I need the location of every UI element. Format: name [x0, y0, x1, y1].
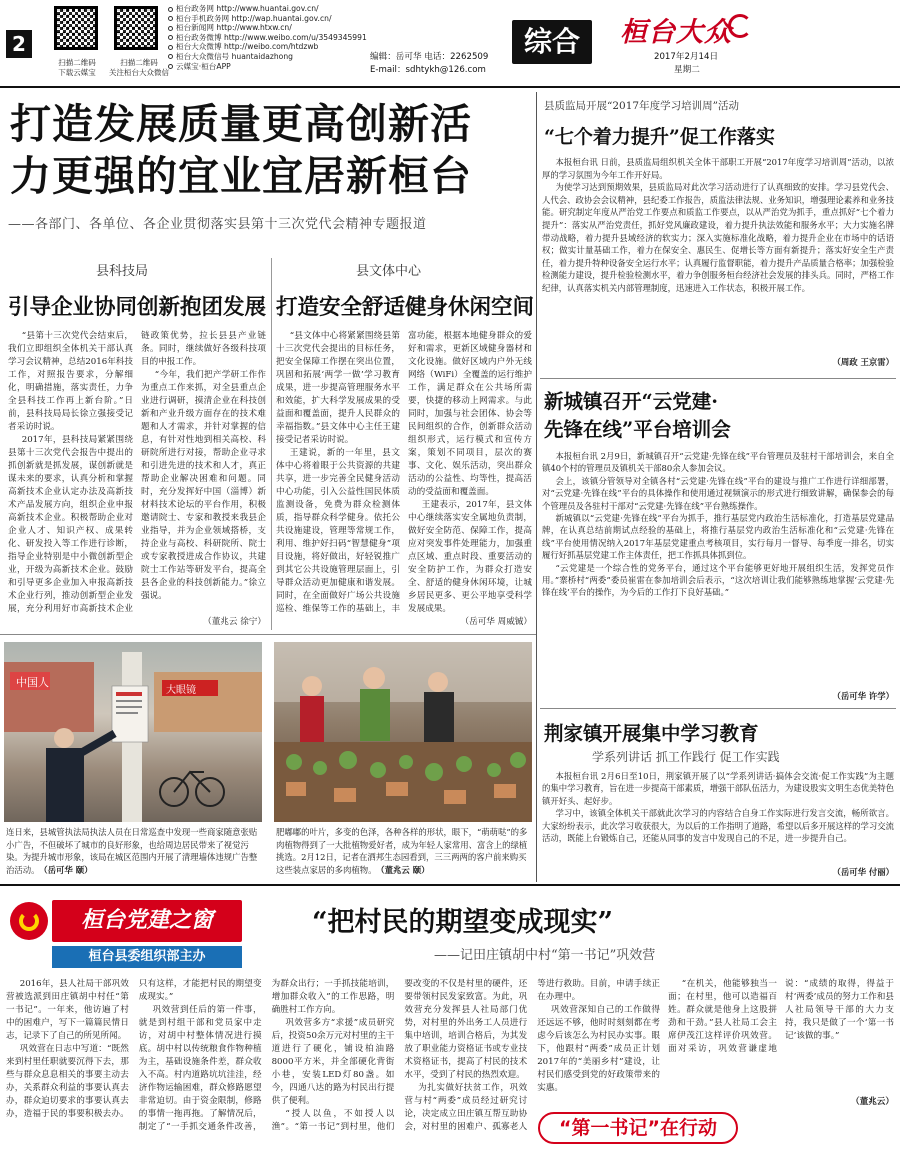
editor-info: 编辑：岳可华 电话：2262509 [370, 52, 489, 62]
main-story-title [10, 98, 530, 202]
left-article-dept: 县科技局 [96, 264, 149, 279]
right-mid-headline [544, 388, 894, 444]
right-top-body: 本报桓台讯 日前，县质监局组织机关全体干部职工开展“2017年度学习培训周”活动，以浓厚的学习氛围为今年工作开好局。 为使学习达到预期效果，县质监局对此次学习活动进行了认真细致的安排。学习县党代会、人代会、政协会会议精神，县纪委工作报告，质监法律法规、业务知识，增强理论素养和业务技能。研究制定年度从严治党工作要点和质监工作要点，以从严治党为抓手，重点抓好“七个着力提升”：落实从严治党责任，抓好党风廉政建设，着力提升执法效能和服务水平；大力实施名牌带动战略，着力提升县域经济的软实力；深入实施标准化战略，着力提升企业在市场中的话语权；做实计量基础工作，着力在保安全、惠民生、促增长等方面有新提升；落实好安全生产责任，着力提升特种设备安全运行水平；认真履行监督职能，着力提升产品质量合格率；加强检验检测能力建设，提升检验检测水平，着力争创服务桓台经济社会发展的排头兵。同时，严格工作纪律，认真落实机关内部管理制度，迅速进入工作状态，积极开展工作。 [542, 157, 894, 293]
right-low-byline: （岳可华 付丽） [832, 867, 894, 877]
link-item[interactable]: 云媒宝·桓台APP [168, 62, 368, 72]
party-banner [6, 894, 246, 972]
qr-code-wechat [114, 6, 158, 50]
issue-weekday: 星期二 [674, 65, 700, 75]
right-mid-body: 本报桓台讯 2月9日，新城镇召开“云党建·先锋在线”平台管理员及驻村干部培训会，来自全镇40个村的管理员及镇机关干部80余人参加会议。 会上，该镇分管领导对全镇各村“云党建·先锋在线”平台的建设与推广工作进行详细部署，对“云党建·先锋在线”平台的具体操作和使用通过视频演示的形式进行细致讲解，确保参会的每个管理员及各驻村干部对“云党建·先锋在线”平台熟练操作。 新城镇以“云党建·先锋在线”平台为抓手，推行基层党内政治生活标准化，打造基层党建品牌，在认真总结前期试点经验的基础上，将推行基层党内政治生活标准化和“云党建·先锋在线”平台使用情况纳入2017年基层党建重点考核项目，实行每月一督导、每季度一排名，切实履行好抓基层党建工作主体责任，把工作抓具体抓到位。 “云党建是一个综合性的党务平台，通过这个平台能够更好地开展组织生活，发挥党员作用。”寨桥村“两委”委员崔雷在参加培训会后表示，“这次培训让我们能够熟练地掌握‘云党建·先锋在线’平台的操作，为今后的工作打下良好基础。” [542, 451, 894, 598]
right-low-subhead: 学系列讲话 抓工作践行 促工作实践 [592, 750, 780, 764]
main-story-subtitle: ——各部门、各单位、各企业贯彻落实县第十三次党代会精神专题报道 [8, 217, 427, 232]
link-item[interactable]: 桓台政务网 http://www.huantai.gov.cn/ [168, 4, 368, 14]
section-rule [540, 378, 896, 379]
right-mid-byline: （岳可华 许学） [832, 691, 894, 701]
mid-article-body: “县文体中心将紧紧围绕县第十三次党代会提出的目标任务，把安全保障工作摆在突出位置，巩固和拓展‘两学一做’学习教育成果，进一步提高管理服务水平和效能，扩大科学发展成果的受益面和覆盖面，提升人民群众的幸福指数。”县文体中心主任王建接受记者采访时说。 王建说，新的一年里，县文体中心将着眼于公共资源的共建共享，进一步完善全民健身活动中心功能，引入公益性国民体质监测设备，免费为群众检测体质，指导群众科学健身。依托公共设施建设，管理等常规工作，利用、维护好扫码“智慧健身”项目设施，将好做出，好轻锐推广到其它公共设施管理层面上，引导群众活动更加健康和谐发展。同时，在全面做好广场公共设施巡检、维保等工作的基础上，丰富功能，根据本地健身群众的爱好和需求，更新区域健身器材和文化设施。做好区域内户外无线网络（WiFi）全覆盖的运行维护工作，满足群众在公共场所需要，快捷的移动上网需求。与此同时，加强与社会团体、协会等民间组织的合作，创新群众活动组织形式，运行模式和宣传方案，策划不同项目，层次的赛事、文化、娱乐活动，突出群众活动的公益性、均等性，提高活动的受益面和覆盖面。 王建表示，2017年，县文体中心继续落实安全属地负责制，做好安全防范、保障工作，提高应对突发事件处理能力，加强重点区域、重点时段、重要活动的安全防护工作，为群众打造安全、舒适的健身休闲环境，让城乡居民更多、更公平地享受科学发展成果。 [276, 331, 532, 614]
right-top-headline: “七个着力提升”促工作落实 [544, 126, 775, 148]
photo-street-cleanup [4, 642, 262, 822]
main-title-line2: 力更强的宜业宜居新桓台 [10, 152, 472, 200]
bottom-story-subhead: ——记田庄镇胡中村“第一书记”巩效营 [434, 948, 656, 963]
bottom-story-byline: （董兆云） [851, 1097, 894, 1107]
paper-logo-icon [728, 14, 752, 38]
photo-left-caption: 连日来，县城管执法局执法人员在日常巡查中发现一些商家随意张贴小广告，不但破坏了城市的良好形象，也给周边居民带来了视觉污染。为提升城市形象，该局在城区范围内开展了清理墙体违规广告整治活动。 （岳可华 颐） [6, 827, 258, 875]
link-item[interactable]: 桓台政务微博 http://www.weibo.com/u/3549345991 [168, 33, 368, 43]
shop-sign-2: 大眼镜 [166, 685, 196, 696]
bottom-story-body-left: 2016年，县人社局干部巩效营被选派到田庄镇胡中村任“第一书记”。一年来，他访遍了村中的困难户，写下一篇篇民情日志，记录下了自己的所见所闻。 巩效营在日志中写道：“既然来到村里任职就要沉得下去，那些与群众息息相关的事要主动去办，关系群众利益的事要认真去办，群众迫切要求的事要认真去办，造福于民的事要积极去办。只有这样，才能把村民的期望变成现实。” 巩效营到任后的第一件事，就是到村组干部和党员家中走访，对胡中村整体情况进行摸底。胡中村以传统粮食作物种植为主，基础设施条件差，群众收入不高。村内道路坑坑洼洼，经济作物运输困难，群众修路愿望非常迫切。由于资金限制，修路的事情一拖再拖。了解情况后，制定了“一手抓交通条件改善，为群众出行；一手抓技能培训，增加群众收入”的工作思路，明确胜村工作方向。 巩效营多方“求援”成员研究后，投资50余万元对村里的主干道进行了硬化，铺设柏油路8000平方米，并全部硬化背街小巷，安装LED灯80盏。如今，四通八达的路为村民出行提供了便利。 “授人以鱼，不如授人以渔”。“第一书记”到村里，他们要改变的不仅是村里的硬件，还要带领村民发家致富。为此，巩效营充分发挥县人社局部门优势，对村里的外出务工人员进行集中培训，培训合格后，为其发放了职业能力资格证书或专业技术资格证书，提高了村民的技术水平，受到了村民的热烈欢迎。 为扎实做好扶贫工作，巩效营与村“两委”成员经过研究讨论，决定成立田庄镇互帮互助协会，对村里的困难户、孤寡老人等进行救助。目前，申请手续正在办理中。 巩效营深知自己的工作做得还远远不够，他时时刻刻都在考虑今后该怎么为村民办实事。眼下，他跟村“两委”成员正计划2017年的“美丽乡村”建设，让村民们感受到党的好政策带来的实惠。 [6, 979, 660, 1132]
page-header [0, 0, 900, 86]
section-rule [0, 634, 536, 635]
party-banner-sub: 桓台县委组织部主办 [52, 946, 242, 968]
plants-scene-graphic [274, 642, 532, 822]
right-top-byline: （周政 王京雷） [832, 357, 894, 367]
left-article-byline: （董兆云 徐宁） [203, 617, 266, 627]
right-low-body: 本报桓台讯 2月6日至10日，荆家镇开展了以“学系列讲话·搞体会交流·促工作实践”为主题的集中学习教育，旨在进一步提高干部素质，增强干部队伍活力，为建设股实文明生态优美特色镇开好头、起好步。 学习中，该镇全体机关干部就此次学习的内容结合自身工作实际进行发言交流，畅所欲言。大家纷纷表示，此次学习收获很大，为以后的工作指明了道路，希望以后多开展这样的学习交流活动，既能上台锻炼自己，还能从同事的发言中发现自己的不足，进一步提升自己。 [542, 771, 894, 844]
col-divider-main [536, 92, 537, 882]
right-low-headline: 荆家镇开展集中学习教育 [544, 722, 759, 745]
right-mid-headline-line2: 先锋在线”平台培训会 [544, 418, 731, 441]
qr-wechat-caption: 扫描二维码 关注桓台大众微信 [109, 58, 169, 77]
right-mid-headline-line1: 新城镇召开“云党建· [544, 390, 719, 413]
issue-date: 2017年2月14日 [654, 52, 719, 62]
main-title-line1: 打造发展质量更高创新活 [10, 100, 472, 148]
mid-article-headline: 打造安全舒适健身休闲空间 [276, 295, 535, 320]
shop-sign: 中国人 [16, 676, 49, 689]
page-number: 2 [6, 30, 32, 58]
party-emblem-icon [10, 902, 48, 940]
link-item[interactable]: 桓台手机政务网 http://wap.huantai.gov.cn/ [168, 14, 368, 24]
bottom-story-headline: “把村民的期望变成现实” [312, 907, 614, 938]
mid-article-byline: （岳可华 周威铖） [460, 617, 532, 627]
street-scene-graphic [4, 642, 262, 822]
first-secretary-banner: “第一书记”在行动 [538, 1112, 738, 1144]
qr-code-app [54, 6, 98, 50]
section-rule [540, 708, 896, 709]
header-rule [0, 86, 900, 88]
bottom-story-body-right: “在机关，他能够独当一面；在村里，他可以造福百姓。群众就是他身上这股拼劲和干劲。”县人社局工会主席伊茂江这样评价巩效营。面对采访，巩效营谦虚地说：“成绩的取得，得益于村‘两委’成员的努力工作和县人社局领导干部的大力支持，我只是做了一个‘第一书记’该做的事。” [668, 979, 894, 1054]
left-article-headline: 引导企业协同创新抱团发展 [8, 295, 267, 320]
editor-email[interactable]: E-mail：sdhtykh@126.com [370, 65, 486, 75]
right-top-kicker: 县质监局开展“2017年度学习培训周”活动 [544, 100, 739, 112]
left-article-body: “县第十三次党代会结束后，我们立即组织全体机关干部认真学习会议精神，总结2016年科技工作，对照报告要求，分解细化，明确措施，落实责任，力争全县科技工作再上新台阶。”日前，县科技局局长徐立强接受记者采访时说。 2017年，县科技局紧紧围绕县第十三次党代会报告中提出的抓创新就是抓发展，谋创新就是谋未来的要求，认真分析和掌握高新技术企业认定办法及高新技术产品发展方向，组织企业申报高新技术企业。积极帮助企业对企业人才、知识产权、成果转化、研发投入等工作进行诊断，指导企业特别是中小微创新型企业，开级为高新技术企业。鼓励和引导更多企业加入申报高新技术企业行列，推动创新型企业发展，充分利用好市高新技术企业链政策优势，拉长县县产业链条。同时，继续做好各级科技项目的申报工作。 “今年，我们把产学研工作作为重点工作来抓，对全县重点企业进行调研，摸清企业在科技创新和产业升级方面存在的技术难题和人才需求，并针对掌握的信息，有针对性地到相关高校、科研院所进行对接，帮助企业寻求和引进先进的技术和人才，真正帮助企业解决困难和问题。同时，充分发挥好中国（淄博）新材料技术论坛的平台作用，积极邀请院士、专家和教授来我县企业指导，并为企业领域搭桥，支持企业与高校、科研院所、院士或专家教授进成合作协议，共建院士工作站等研发平台，提高全县各企业的科技创新能力。”徐立强说。 [8, 331, 266, 614]
photo-succulent-plants [274, 642, 532, 822]
party-banner-title: 桓台党建之窗 [52, 900, 242, 942]
link-item[interactable]: 桓台新闻网 http://www.htxw.cn/ [168, 23, 368, 33]
qr-app-caption: 扫描二维码 下载云媒宝 [58, 58, 96, 77]
link-item[interactable]: 桓台大众微博 http://weibo.com/htdzwb [168, 42, 368, 52]
paper-masthead: 桓台大众 [620, 17, 732, 48]
section-label: 综合 [512, 20, 592, 64]
photo-mid-caption: 肥嘟嘟的叶片，多变的色泽，各种各样的形状，眼下，“萌萌哒”的多肉植物得到了一大批植物爱好者，成为年轻人家常用、富含上的绿植挑选。2月12日，记者在洒邦生态园看到，三三两两的客户前来购买这些装点家居的多肉植物。 （董兆云 颐） [276, 827, 528, 875]
mid-article-dept: 县文体中心 [356, 264, 422, 279]
header-links [168, 4, 368, 71]
bottom-section-rule [0, 884, 900, 886]
col-divider [271, 258, 272, 630]
link-item[interactable]: 桓台大众微信号 huantaidazhong [168, 52, 368, 62]
